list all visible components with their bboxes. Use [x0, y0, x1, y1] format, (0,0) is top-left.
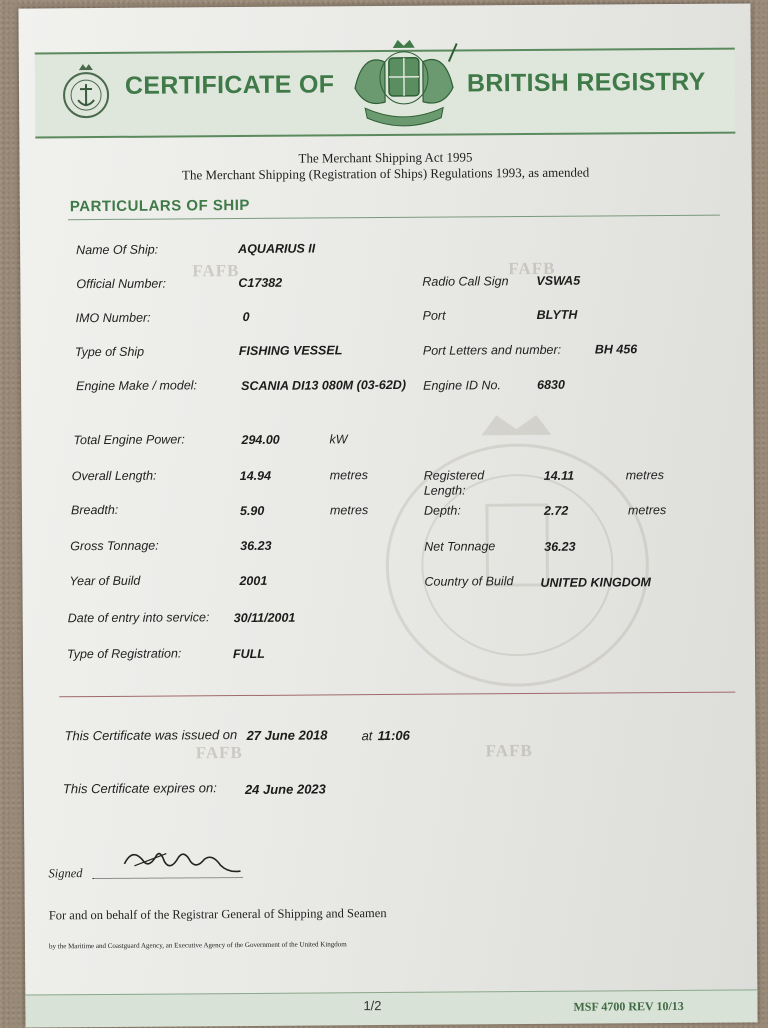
overall-length-unit: metres: [329, 468, 368, 483]
name-of-ship-label: Name Of Ship:: [76, 242, 159, 258]
radio-call-sign-label: Radio Call Sign: [422, 274, 509, 289]
regulations-line: The Merchant Shipping (Registration of Ships) Regulations 1993, as amended: [181, 164, 590, 183]
expires-date-value: 24 June 2023: [244, 781, 326, 798]
behalf-line: For and on behalf of the Registrar General of Shipping and Seamen: [48, 906, 387, 923]
breadth-label: Breadth:: [70, 502, 119, 518]
registered-length-value: 14.11: [543, 468, 575, 483]
net-tonnage-label: Net Tonnage: [424, 539, 496, 554]
type-of-ship-label: Type of Ship: [74, 344, 145, 360]
date-of-entry-label: Date of entry into service:: [67, 610, 210, 626]
watermark-text: FAFB: [508, 258, 556, 279]
engine-make-value: SCANIA DI13 080M (03-62D): [241, 377, 407, 394]
section-title: PARTICULARS OF SHIP: [69, 196, 250, 216]
type-of-registration-value: FULL: [232, 646, 265, 662]
port-letters-label: Port Letters and number:: [422, 342, 562, 358]
act-line: The Merchant Shipping Act 1995: [298, 149, 473, 166]
issued-time-value: 11:06: [377, 727, 410, 744]
country-of-build-label: Country of Build: [424, 574, 514, 589]
imo-number-value: 0: [242, 309, 250, 325]
name-of-ship-value: AQUARIUS II: [238, 241, 316, 257]
engine-make-label: Engine Make / model:: [76, 378, 198, 394]
type-of-ship-value: FISHING VESSEL: [238, 343, 343, 359]
anchor-emblem-icon: [61, 62, 111, 124]
title-left: CERTIFICATE OF: [124, 70, 335, 100]
port-value: BLYTH: [536, 307, 578, 322]
watermark-text: FAFB: [195, 743, 243, 763]
agency-line: by the Maritime and Coastguard Agency, an Executive Agency of the Government of the United Kingdom: [48, 940, 347, 951]
overall-length-value: 14.94: [239, 468, 272, 484]
type-of-registration-label: Type of Registration:: [66, 646, 182, 662]
country-of-build-value: UNITED KINGDOM: [540, 575, 651, 590]
registered-length-unit: metres: [625, 468, 664, 483]
radio-call-sign-value: VSWA5: [536, 273, 581, 288]
breadth-value: 5.90: [239, 503, 265, 519]
issued-on-label: This Certificate was issued on: [64, 727, 238, 744]
gross-tonnage-value: 36.23: [240, 538, 272, 554]
imo-number-label: IMO Number:: [75, 310, 151, 326]
overall-length-label: Overall Length:: [71, 468, 157, 484]
registered-length-label: Registered: [423, 468, 485, 483]
section-divider: [68, 215, 720, 221]
official-number-label: Official Number:: [76, 276, 167, 292]
port-label: Port: [422, 308, 446, 323]
engine-power-value: 294.00: [241, 432, 280, 448]
royal-coat-of-arms-icon: [345, 37, 464, 138]
net-tonnage-value: 36.23: [544, 539, 576, 554]
gross-tonnage-label: Gross Tonnage:: [70, 538, 159, 554]
registered-length-label-2: Length:: [423, 483, 466, 498]
engine-power-label: Total Engine Power:: [73, 432, 185, 448]
issued-date-value: 27 June 2018: [246, 727, 328, 743]
year-of-build-label: Year of Build: [69, 573, 141, 589]
watermark-text: FAFB: [485, 740, 533, 761]
handwritten-signature: [120, 843, 250, 884]
depth-unit: metres: [627, 503, 667, 518]
year-of-build-value: 2001: [239, 573, 268, 589]
engine-id-label: Engine ID No.: [423, 378, 501, 393]
certificate-page: [18, 3, 757, 1026]
watermark-text: FAFB: [192, 261, 240, 281]
official-number-value: C17382: [238, 275, 283, 291]
breadth-unit: metres: [329, 503, 369, 518]
engine-power-unit: kW: [329, 432, 348, 447]
expires-on-label: This Certificate expires on:: [62, 780, 217, 797]
date-of-entry-value: 30/11/2001: [233, 610, 296, 626]
engine-id-value: 6830: [537, 377, 565, 392]
at-label: at: [361, 728, 373, 744]
form-code: MSF 4700 REV 10/13: [573, 998, 684, 1014]
port-letters-value: BH 456: [594, 342, 638, 357]
depth-label: Depth:: [423, 503, 461, 518]
depth-value: 2.72: [543, 503, 569, 518]
page-number: 1/2: [363, 998, 382, 1014]
signed-label: Signed: [48, 866, 83, 881]
watermark-crest-icon: [351, 414, 683, 706]
title-right: BRITISH REGISTRY: [466, 67, 706, 98]
